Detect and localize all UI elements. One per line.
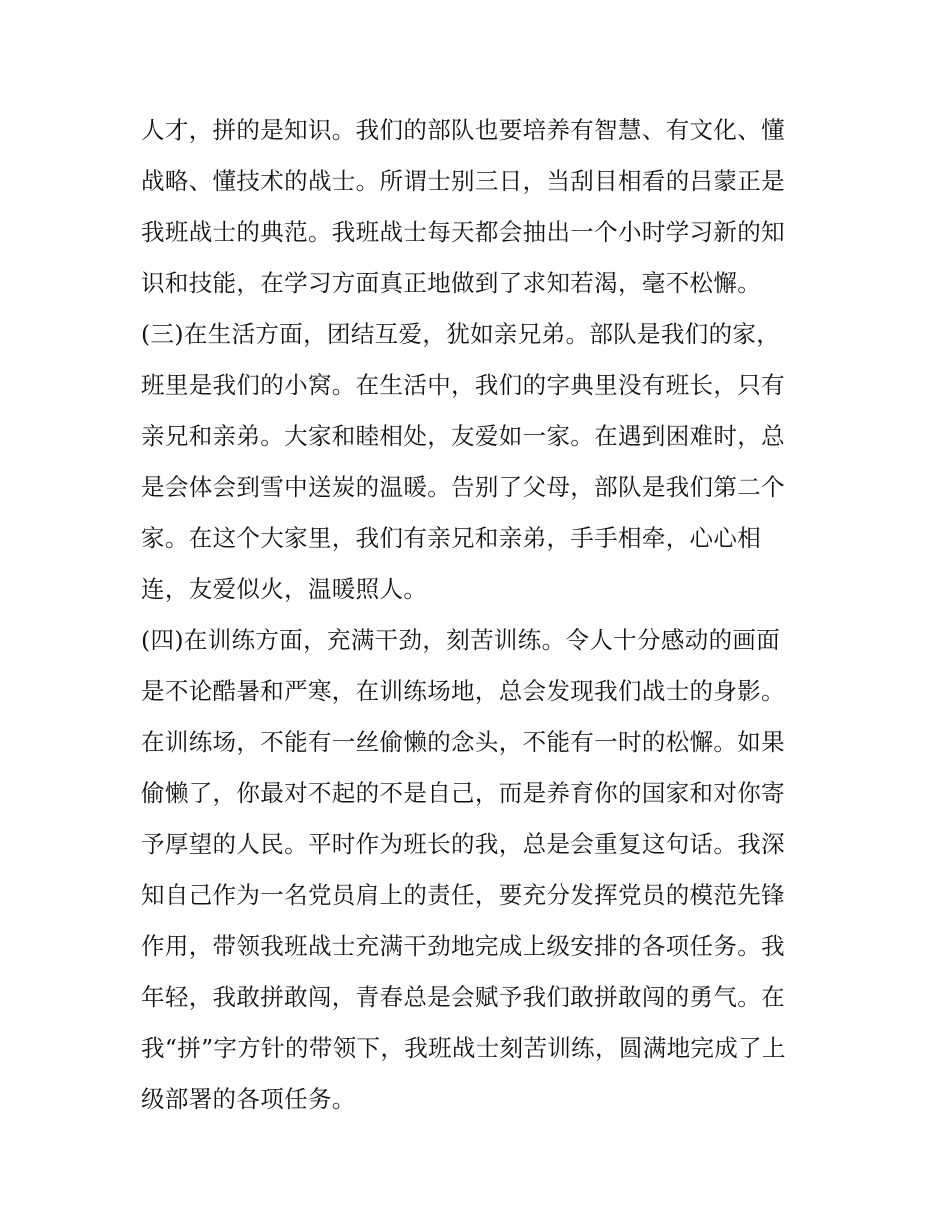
- text-line: 偷懒了，你最对不起的不是自己，而是养育你的国家和对你寄: [141, 779, 785, 807]
- text-line: 予厚望的人民。平时作为班长的我，总是会重复这句话。我深: [141, 830, 785, 858]
- text-line: 人才，拼的是知识。我们的部队也要培养有智慧、有文化、懂: [141, 116, 785, 144]
- body-text: [141, 108, 821, 1128]
- text-line: 知自己作为一名党员肩上的责任，要充分发挥党员的模范先锋: [141, 881, 785, 909]
- text-line: 是不论酷暑和严寒，在训练场地，总会发现我们战士的身影。: [141, 677, 785, 705]
- text-line: 战略、懂技术的战士。所谓士别三日，当刮目相看的吕蒙正是: [141, 167, 785, 195]
- text-line: 我“拼”字方针的带领下，我班战士刻苦训练，圆满地完成了上: [141, 1034, 786, 1062]
- text-line: 是会体会到雪中送炭的温暖。告别了父母，部队是我们第二个: [141, 473, 785, 501]
- text-line: 我班战士的典范。我班战士每天都会抽出一个小时学习新的知: [141, 218, 785, 246]
- text-line: 在训练场，不能有一丝偷懒的念头，不能有一时的松懈。如果: [141, 728, 785, 756]
- text-line: 家。在这个大家里，我们有亲兄和亲弟，手手相牵，心心相: [141, 524, 762, 552]
- section-heading-line: (四)在训练方面，充满干劲，刻苦训练。令人十分感动的画面: [141, 626, 781, 654]
- text-line: 年轻，我敢拼敢闯，青春总是会赋予我们敢拼敢闯的勇气。在: [141, 983, 785, 1011]
- text-line: 班里是我们的小窝。在生活中，我们的字典里没有班长，只有: [141, 371, 785, 399]
- text-line: 连，友爱似火，温暖照人。: [141, 575, 428, 603]
- text-line: 识和技能，在学习方面真正地做到了求知若渴，毫不松懈。: [141, 269, 762, 297]
- text-line: 亲兄和亲弟。大家和睦相处，友爱如一家。在遇到困难时，总: [141, 422, 785, 450]
- text-line: 作用，带领我班战士充满干劲地完成上级安排的各项任务。我: [141, 932, 785, 960]
- section-heading-line: (三)在生活方面，团结互爱，犹如亲兄弟。部队是我们的家，: [141, 320, 781, 348]
- text-line: 级部署的各项任务。: [141, 1085, 356, 1113]
